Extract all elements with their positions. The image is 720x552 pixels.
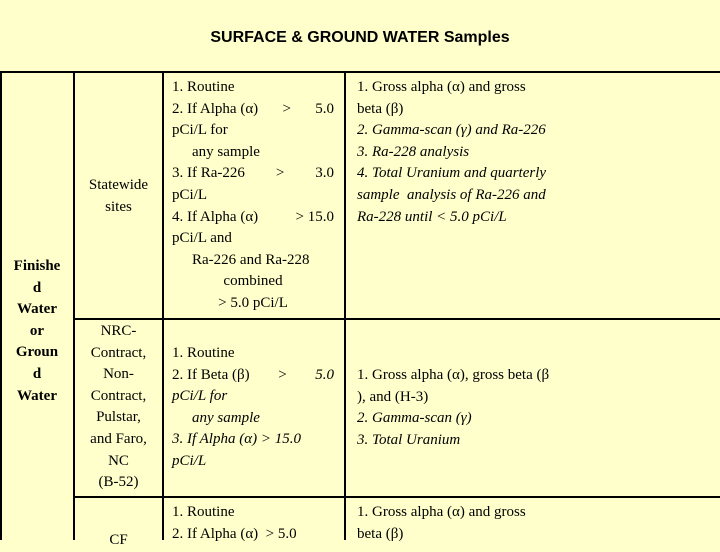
schedule-text: 2. If Beta (β) [172, 366, 250, 383]
analysis-line: 3. Ra-228 analysis [357, 143, 470, 160]
site-line: Non- [103, 366, 134, 383]
schedule-line: 1. Routine [172, 345, 235, 361]
schedule-line: combined [223, 273, 283, 290]
schedule-cell-nrc [172, 343, 334, 473]
analysis-line: beta (β) [357, 100, 404, 117]
analysis-line: Ra-228 until < 5.0 pCi/L [357, 208, 507, 225]
analysis-line: 3. Total Uranium [357, 431, 461, 448]
site-cell-nrc [76, 321, 161, 494]
site-cell-cf [76, 530, 161, 552]
table-row-divider-2 [73, 496, 720, 498]
schedule-line: pCi/L [172, 452, 207, 469]
analysis-line: 4. Total Uranium and quarterly [357, 165, 547, 182]
schedule-line: pCi/L for [172, 388, 228, 405]
site-line: Pulstar, [96, 409, 141, 426]
schedule-line: any sample [192, 409, 260, 426]
schedule-text: 5.0 [315, 100, 334, 117]
schedule-line [172, 163, 334, 185]
analysis-cell-statewide [357, 77, 717, 228]
row-header-line: Groun [15, 344, 59, 361]
schedule-line [172, 365, 334, 387]
table-divider-col3 [344, 71, 346, 540]
row-header-line: Water [17, 301, 57, 318]
analysis-line: 1. Gross alpha (α) and gross [357, 504, 526, 520]
schedule-text: 2. If Alpha (α) [172, 100, 259, 117]
analysis-line: ), and (H-3) [357, 388, 429, 405]
schedule-line: pCi/L for [172, 122, 228, 139]
schedule-text: > [275, 165, 285, 182]
site-line: NC [108, 452, 129, 469]
schedule-text: > [278, 366, 287, 383]
row-header-line: d [32, 279, 42, 296]
schedule-line: 2. If Alpha (α) > 5.0 [172, 525, 297, 542]
schedule-cell-cf [172, 502, 334, 545]
schedule-line: 1. Routine [172, 79, 235, 95]
schedule-text: 3.0 [315, 165, 334, 182]
schedule-line: Ra-226 and Ra-228 [192, 251, 310, 268]
row-header-water-type [2, 256, 72, 407]
schedule-text: 3. If Ra-226 [172, 165, 245, 182]
schedule-line: 3. If Alpha (α) > 15.0 [172, 431, 301, 448]
analysis-line: 1. Gross alpha (α), gross beta (β [357, 367, 550, 383]
schedule-line: pCi/L [172, 186, 208, 203]
schedule-cell-statewide [172, 77, 334, 315]
row-header-line: d [32, 365, 42, 382]
schedule-text: 4. If Alpha (α) [172, 208, 259, 225]
analysis-line: sample analysis of Ra-226 and [357, 186, 546, 203]
row-header-line: Finishe [13, 258, 61, 274]
site-line: (B-52) [98, 474, 139, 491]
site-line: Statewide [88, 177, 149, 193]
site-line: Contract, [90, 344, 147, 361]
site-line: Contract, [90, 387, 147, 404]
row-header-line: or [29, 322, 45, 339]
site-line: NRC- [100, 323, 137, 339]
schedule-text: 5.0 [315, 366, 334, 383]
schedule-line: pCi/L and [172, 230, 232, 247]
analysis-line: 1. Gross alpha (α) and gross [357, 79, 526, 95]
page-title: SURFACE & GROUND WATER Samples [210, 29, 510, 46]
schedule-text: > [282, 100, 291, 117]
table-divider-col1 [73, 71, 75, 540]
schedule-text: > 15.0 [295, 208, 334, 225]
row-header-line: Water [17, 387, 57, 404]
analysis-line: 2. Gamma-scan (γ) and Ra-226 [357, 122, 546, 139]
table-border-top [0, 71, 720, 73]
analysis-line: 2. Gamma-scan (γ) [357, 410, 472, 427]
schedule-line: any sample [192, 143, 260, 160]
site-line: sites [105, 198, 132, 215]
schedule-line [172, 207, 334, 229]
schedule-line [172, 99, 334, 121]
site-line: and Faro, [90, 430, 147, 447]
analysis-line: beta (β) [357, 525, 404, 542]
schedule-line: 1. Routine [172, 504, 235, 520]
table-row-divider-1 [73, 318, 720, 320]
site-line: CF [109, 532, 128, 548]
schedule-line: > 5.0 pCi/L [218, 294, 288, 311]
analysis-cell-nrc [357, 365, 717, 451]
site-cell-statewide [76, 175, 161, 218]
table-divider-col2 [162, 71, 164, 540]
analysis-cell-cf [357, 502, 717, 545]
